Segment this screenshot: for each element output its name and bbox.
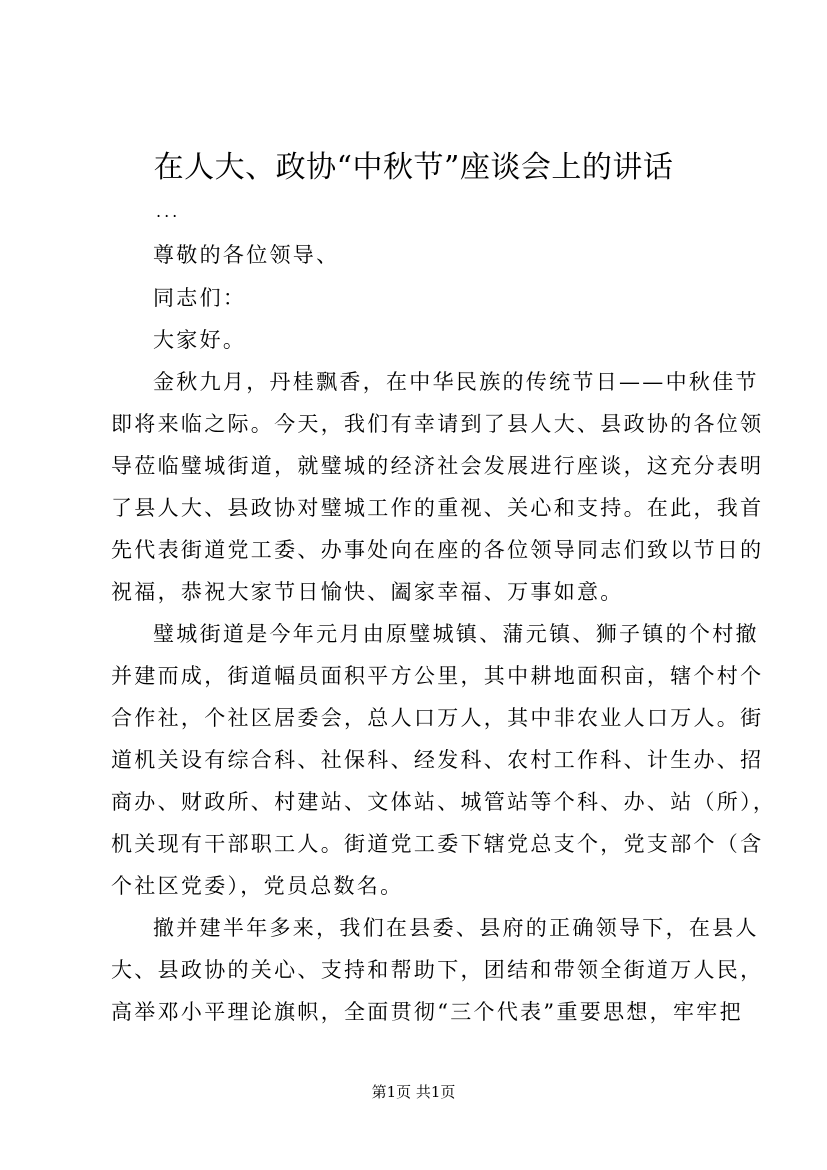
text-line: 道机关设有综合科、社保科、经发科、农村工作科、计生办、招 bbox=[111, 748, 764, 772]
text-line: 商办、财政所、村建站、文体站、城管站等个科、办、站（所）， bbox=[111, 790, 777, 814]
text-line: 即将来临之际。今天，我们有幸请到了县人大、县政协的各位领 bbox=[111, 412, 764, 436]
text-line: 了县人大、县政协对璧城工作的重视、关心和支持。在此，我首 bbox=[111, 496, 764, 520]
text-line: 祝福，恭祝大家节日愉快、阖家幸福、万事如意。 bbox=[111, 580, 624, 604]
ellipsis-mark: ... bbox=[156, 202, 181, 221]
document-title: 在人大、政协“中秋节”座谈会上的讲话 bbox=[153, 150, 674, 185]
text-line: 尊敬的各位领导、 bbox=[153, 243, 340, 267]
text-line: 大、县政协的关心、支持和帮助下，团结和带领全街道万人民， bbox=[111, 958, 764, 982]
text-line: 机关现有干部职工人。街道党工委下辖党总支个，党支部个（含 bbox=[111, 832, 764, 856]
text-line: 金秋九月，丹桂飘香，在中华民族的传统节日——中秋佳节 bbox=[153, 370, 759, 394]
text-line: 个社区党委），党员总数名。 bbox=[111, 874, 404, 898]
text-line: 璧城街道是今年元月由原璧城镇、蒲元镇、狮子镇的个村撤 bbox=[153, 622, 759, 646]
text-line: 高举邓小平理论旗帜，全面贯彻“三个代表”重要思想，牢牢把 bbox=[111, 1000, 743, 1024]
text-line: 先代表街道党工委、办事处向在座的各位领导同志们致以节日的 bbox=[111, 538, 764, 562]
text-line: 大家好。 bbox=[153, 328, 247, 352]
text-line: 导莅临璧城街道，就璧城的经济社会发展进行座谈，这充分表明 bbox=[111, 454, 764, 478]
text-line: 同志们： bbox=[153, 286, 247, 310]
text-line: 合作社，个社区居委会，总人口万人，其中非农业人口万人。街 bbox=[111, 706, 764, 730]
text-line: 撤并建半年多来，我们在县委、县府的正确领导下，在县人 bbox=[153, 916, 759, 940]
page-footer: 第1页 共1页 bbox=[371, 1083, 456, 1101]
text-line: 并建而成，街道幅员面积平方公里，其中耕地面积亩，辖个村个 bbox=[111, 664, 764, 688]
